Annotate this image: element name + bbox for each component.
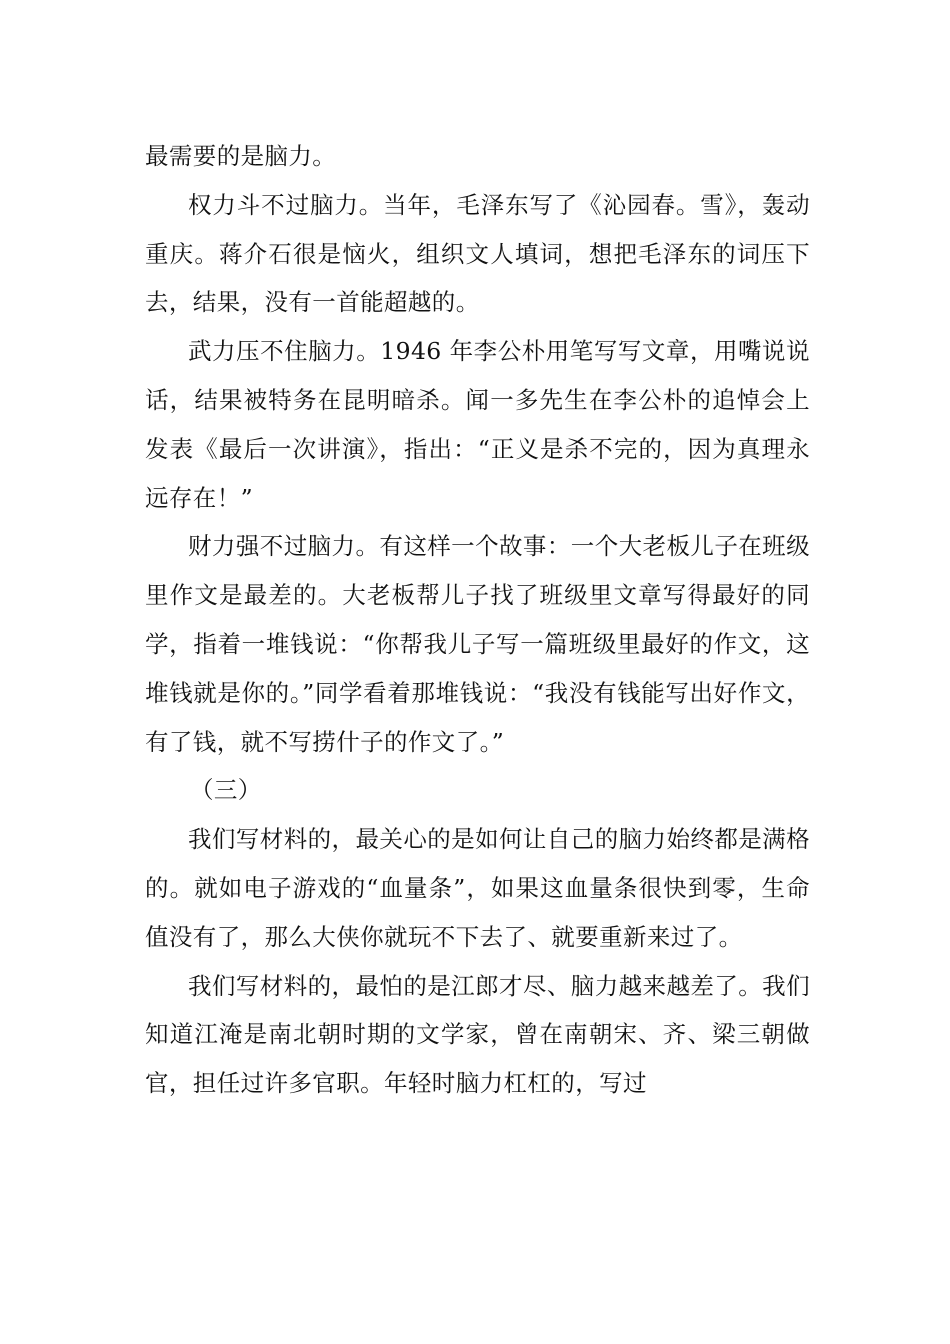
paragraph-health-bar: 我们写材料的，最关心的是如何让自己的脑力始终都是满格的。就如电子游戏的“血量条”，如果这血量条很快到零，生命值没有了，那么大侠你就玩不下去了、就要重新来过了。 [145,825,810,951]
paragraph-intro-tail: 最需要的是脑力。 [145,142,337,170]
paragraph-force-vs-brain: 武力压不住脑力。1946 年李公朴用笔写写文章，用嘴说说话，结果被特务在昆明暗杀。闻一多先生在李公朴的追悼会上发表《最后一次讲演》，指出：“正义是杀不完的，因为真理永远存在！” [145,337,810,512]
paragraph-jiang-yan: 我们写材料的，最怕的是江郎才尽、脑力越来越差了。我们知道江淹是南北朝时期的文学家，曾在南朝宋、齐、梁三朝做官，担任过许多官职。年轻时脑力杠杠的，写过 [145,971,810,1098]
section-heading-three: （三） [190,776,262,805]
document-page [145,132,810,1108]
paragraph-wealth-vs-brain: 财力强不过脑力。有这样一个故事：一个大老板儿子在班级里作文是最差的。大老板帮儿子找了班级里文章写得最好的同学，指着一堆钱说：“你帮我儿子写一篇班级里最好的作文，这堆钱就是你的。”同学看着那堆钱说：“我没有钱能写出好作文，有了钱，就不写捞什子的作文了。” [145,532,810,756]
paragraph-power-vs-brain: 权力斗不过脑力。当年，毛泽东写了《沁园春。雪》，轰动重庆。蒋介石很是恼火，组织文人填词，想把毛泽东的词压下去，结果，没有一首能超越的。 [145,190,810,317]
